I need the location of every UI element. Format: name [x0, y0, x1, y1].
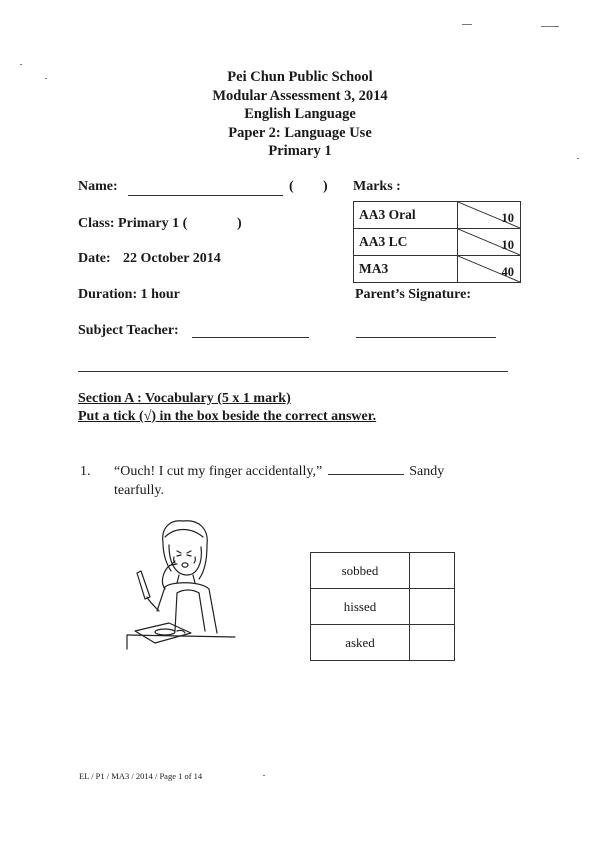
school-name: Pei Chun Public School — [227, 69, 373, 85]
choice-word: asked — [311, 625, 410, 661]
subject-teacher-label: Subject Teacher: — [78, 323, 179, 338]
marks-score-cell[interactable] — [458, 202, 521, 229]
section-instruction: Put a tick (√) in the box beside the correct answer. — [78, 409, 377, 424]
parent-signature-label: Parent’s Signature: — [355, 287, 472, 302]
paper-title: Paper 2: Language Use — [228, 124, 372, 141]
scan-speck — [20, 64, 22, 65]
scan-speck — [263, 775, 265, 776]
level-title: Primary 1 — [268, 143, 332, 159]
tick-box[interactable] — [410, 625, 455, 661]
date-value: 22 October 2014 — [123, 251, 221, 266]
class-paren-close: ) — [237, 216, 242, 231]
girl-cutting-finger-illustration — [125, 515, 240, 655]
scan-speck — [462, 24, 472, 25]
register-paren-open: ( — [289, 179, 294, 194]
marks-label: Marks : — [353, 179, 401, 194]
marks-score-cell[interactable] — [458, 256, 521, 283]
choice-row — [311, 589, 455, 625]
scan-speck — [541, 26, 559, 27]
tick-box[interactable] — [410, 589, 455, 625]
question-text — [114, 462, 444, 481]
marks-max: 40 — [501, 265, 514, 279]
marks-row — [354, 202, 521, 229]
marks-row — [354, 256, 521, 283]
marks-row-name: AA3 Oral — [354, 202, 458, 229]
question-text-after: Sandy — [409, 464, 445, 479]
divider-line — [78, 371, 508, 372]
choice-row — [311, 553, 455, 589]
choice-row — [311, 625, 455, 661]
page-footer: EL / P1 / MA3 / 2014 / Page 1 of 14 — [79, 771, 203, 781]
marks-row-name: MA3 — [354, 256, 458, 283]
marks-score-cell[interactable] — [458, 229, 521, 256]
subject-teacher-field[interactable] — [192, 325, 309, 338]
marks-table — [353, 201, 521, 283]
register-paren-close: ) — [323, 179, 328, 194]
marks-max: 10 — [501, 211, 514, 225]
name-label: Name: — [78, 179, 118, 194]
tick-box[interactable] — [410, 553, 455, 589]
document-header — [0, 68, 600, 161]
answer-choices-table — [310, 552, 455, 661]
marks-max: 10 — [501, 238, 514, 252]
subject-title: English Language — [244, 106, 356, 122]
duration-label: Duration: 1 hour — [78, 287, 180, 302]
section-title: Section A : Vocabulary (5 x 1 mark) — [78, 391, 291, 406]
assessment-title: Modular Assessment 3, 2014 — [212, 87, 388, 104]
date-label: Date: — [78, 251, 111, 266]
name-field[interactable] — [128, 183, 283, 196]
question-number: 1. — [80, 464, 91, 479]
class-label: Class: Primary 1 ( — [78, 216, 188, 231]
answer-blank — [328, 462, 404, 475]
choice-word: sobbed — [311, 553, 410, 589]
marks-row — [354, 229, 521, 256]
question-text-before: “Ouch! I cut my finger accidentally,” — [114, 464, 323, 479]
choice-word: hissed — [311, 589, 410, 625]
question-text-line2: tearfully. — [114, 483, 165, 498]
marks-row-name: AA3 LC — [354, 229, 458, 256]
parent-signature-field[interactable] — [356, 325, 496, 338]
